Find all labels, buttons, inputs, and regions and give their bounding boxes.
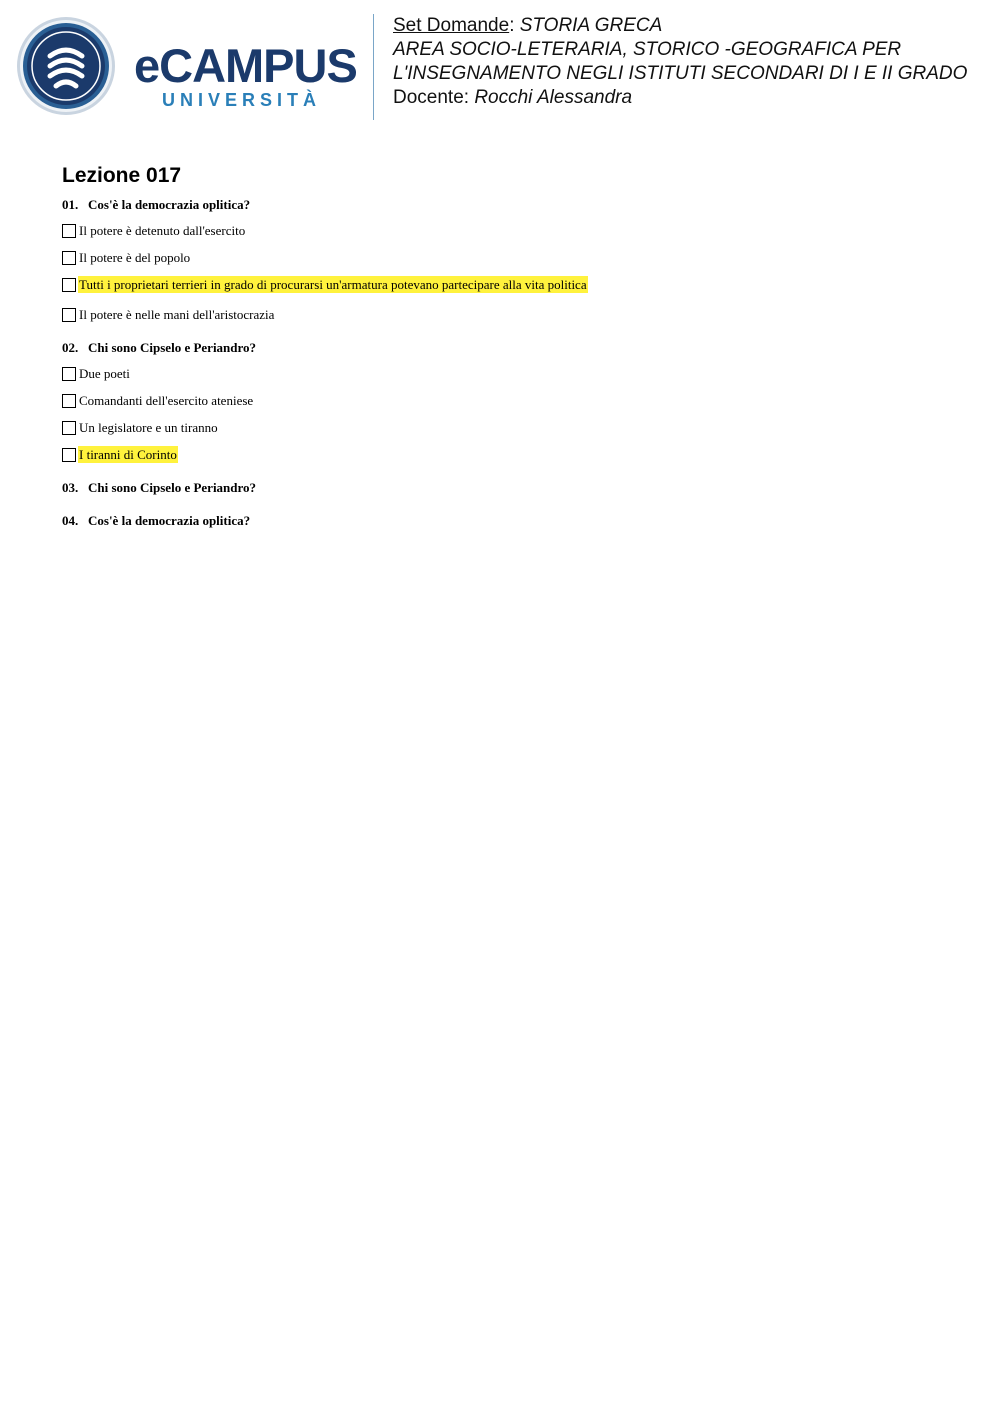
question-list (62, 196, 962, 545)
teacher-label: Docente: (393, 87, 470, 108)
ecampus-wordmark (134, 40, 359, 112)
question-number: 04. (62, 513, 79, 528)
checkbox-icon[interactable] (62, 251, 76, 265)
answer-text: Un legislatore e un tiranno (79, 420, 218, 435)
area-line-2: L'INSEGNAMENTO NEGLI ISTITUTI SECONDARI DI I E II GRADO (393, 63, 968, 84)
answer-option[interactable] (62, 365, 962, 382)
question-text: Chi sono Cipselo e Periandro? (88, 340, 257, 355)
answer-text: Due poeti (79, 366, 130, 381)
checkbox-icon[interactable] (62, 367, 76, 381)
answer-option[interactable] (62, 446, 962, 463)
question-heading (62, 339, 962, 356)
answer-option[interactable] (62, 306, 962, 323)
question-3 (62, 479, 962, 496)
question-text: Chi sono Cipselo e Periandro? (88, 480, 257, 495)
question-number: 02. (62, 340, 79, 355)
question-heading (62, 479, 962, 496)
question-4 (62, 512, 962, 529)
header-info (393, 14, 993, 110)
answer-option[interactable] (62, 392, 962, 409)
question-2 (62, 339, 962, 463)
answer-option[interactable] (62, 249, 962, 266)
question-number: 03. (62, 480, 79, 495)
header-divider (373, 14, 374, 120)
answer-text: Il potere è nelle mani dell'aristocrazia (79, 307, 275, 322)
question-text: Cos'è la democrazia oplitica? (88, 513, 251, 528)
checkbox-icon[interactable] (62, 421, 76, 435)
teacher-line (393, 86, 993, 110)
question-text: Cos'è la democrazia oplitica? (88, 197, 251, 212)
logo-subtitle: UNIVERSITÀ (162, 90, 322, 110)
checkbox-icon[interactable] (62, 448, 76, 462)
question-1 (62, 196, 962, 323)
set-line (393, 14, 993, 38)
course-name: STORIA GRECA (519, 15, 663, 36)
checkbox-icon[interactable] (62, 278, 76, 292)
checkbox-icon[interactable] (62, 394, 76, 408)
answer-option[interactable] (62, 222, 962, 239)
page-header (0, 0, 1000, 140)
checkbox-icon[interactable] (62, 308, 76, 322)
set-label: Set Domande (393, 15, 510, 36)
answer-text: Il potere è detenuto dall'esercito (79, 223, 246, 238)
answer-text-highlighted: Tutti i proprietari terrieri in grado di procurarsi un'armatura potevano partecipare alla vita politica (79, 277, 587, 292)
answer-text: Comandanti dell'esercito ateniese (79, 393, 254, 408)
set-separator: : (509, 15, 515, 36)
lesson-title: Lezione 017 (62, 164, 182, 187)
area-line-1: AREA SOCIO-LETERARIA, STORICO -GEOGRAFICA PER (393, 39, 902, 60)
question-heading (62, 196, 962, 213)
teacher-name: Rocchi Alessandra (474, 87, 633, 108)
answer-text-highlighted: I tiranni di Corinto (79, 447, 177, 462)
checkbox-icon[interactable] (62, 224, 76, 238)
logo-brand: eCAMPUS (134, 39, 357, 92)
ecampus-seal-logo-icon (16, 16, 116, 116)
question-number: 01. (62, 197, 79, 212)
answer-option[interactable] (62, 419, 962, 436)
answer-option[interactable] (62, 276, 962, 293)
answer-text: Il potere è del popolo (79, 250, 191, 265)
question-heading (62, 512, 962, 529)
